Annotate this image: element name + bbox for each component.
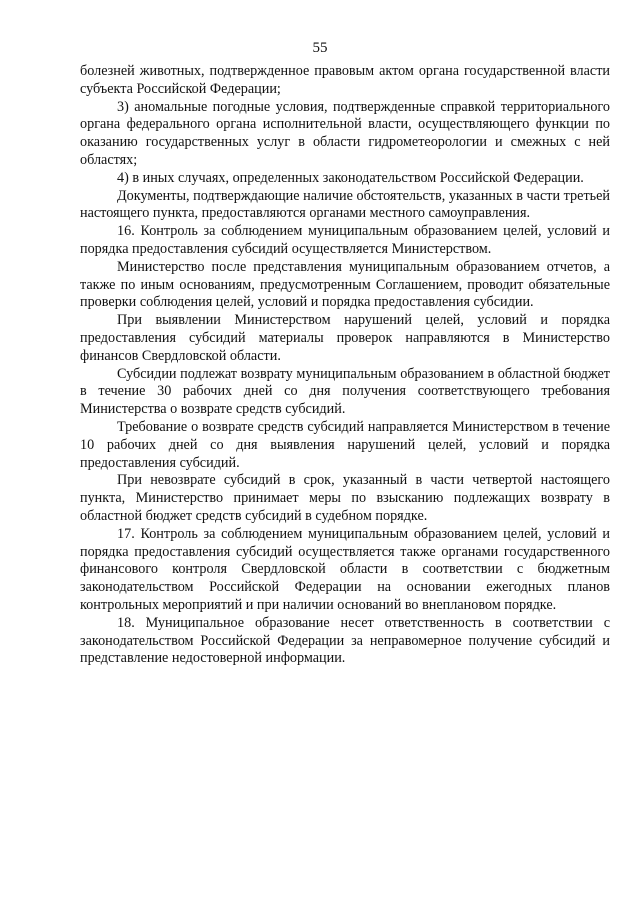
- paragraph-documents: Документы, подтверждающие наличие обстоятельств, указанных в части третьей настоящего пункта, предоставляются органами местного самоуправления.: [80, 187, 610, 222]
- paragraph-return-request: Требование о возврате средств субсидий направляется Министерством в течение 10 рабочих дней со дня выявления нарушений целей, условий и порядка предоставления субсидий.: [80, 418, 610, 471]
- page-number: 55: [312, 40, 328, 56]
- paragraph-ministry-checks: Министерство после представления муниципальным образованием отчетов, а также по иным основаниям, предусмотренным Соглашением, проводит обязательные проверки соблюдения целей, условий и порядка предоставления субсидии.: [80, 258, 610, 311]
- paragraph-section-16: 16. Контроль за соблюдением муниципальным образованием целей, условий и порядка предоставления субсидий осуществляется Министерством.: [80, 223, 610, 257]
- paragraph-continuation: болезней животных, подтвержденное правовым актом органа государственной власти субъекта Российской Федерации;: [80, 63, 610, 97]
- paragraph-non-return: При невозврате субсидий в срок, указанный в части четвертой настоящего пункта, Министерство принимает меры по взысканию подлежащих возврату в областной бюджет средств субсидий в судебном порядке.: [80, 472, 610, 524]
- paragraph-return-30-days: Субсидии подлежат возврату муниципальным образованием в областной бюджет в течение 30 рабочих дней со дня получения соответствующего требования Министерства о возврате средств субсидий.: [80, 365, 610, 418]
- paragraph-item-4: 4) в иных случаях, определенных законодательством Российской Федерации.: [117, 169, 584, 186]
- paragraph-section-18: 18. Муниципальное образование несет ответственность в соответствии с законодательством Российской Федерации за неправомерное получение субсидий и представление недостоверной информации.: [80, 614, 610, 667]
- paragraph-section-17: 17. Контроль за соблюдением муниципальным образованием целей, условий и порядка предоставления субсидий осуществляется также органами государственного финансового контроля Свердловской области в соответствии с бюджетным законодательством Российской Федерации на основании ежегодных планов контрольных мероприятий и при наличии оснований во внеплановом порядке.: [80, 525, 610, 613]
- document-body: [80, 63, 610, 668]
- paragraph-violations: При выявлении Министерством нарушений целей, условий и порядка предоставления субсидий материалы проверок направляются в Министерство финансов Свердловской области.: [80, 312, 610, 364]
- paragraph-item-3: 3) аномальные погодные условия, подтвержденные справкой территориального органа федерального органа исполнительной власти, осуществляющего функции по оказанию государственных услуг в области гидрометеорологии и смежных с ней областях;: [80, 98, 610, 168]
